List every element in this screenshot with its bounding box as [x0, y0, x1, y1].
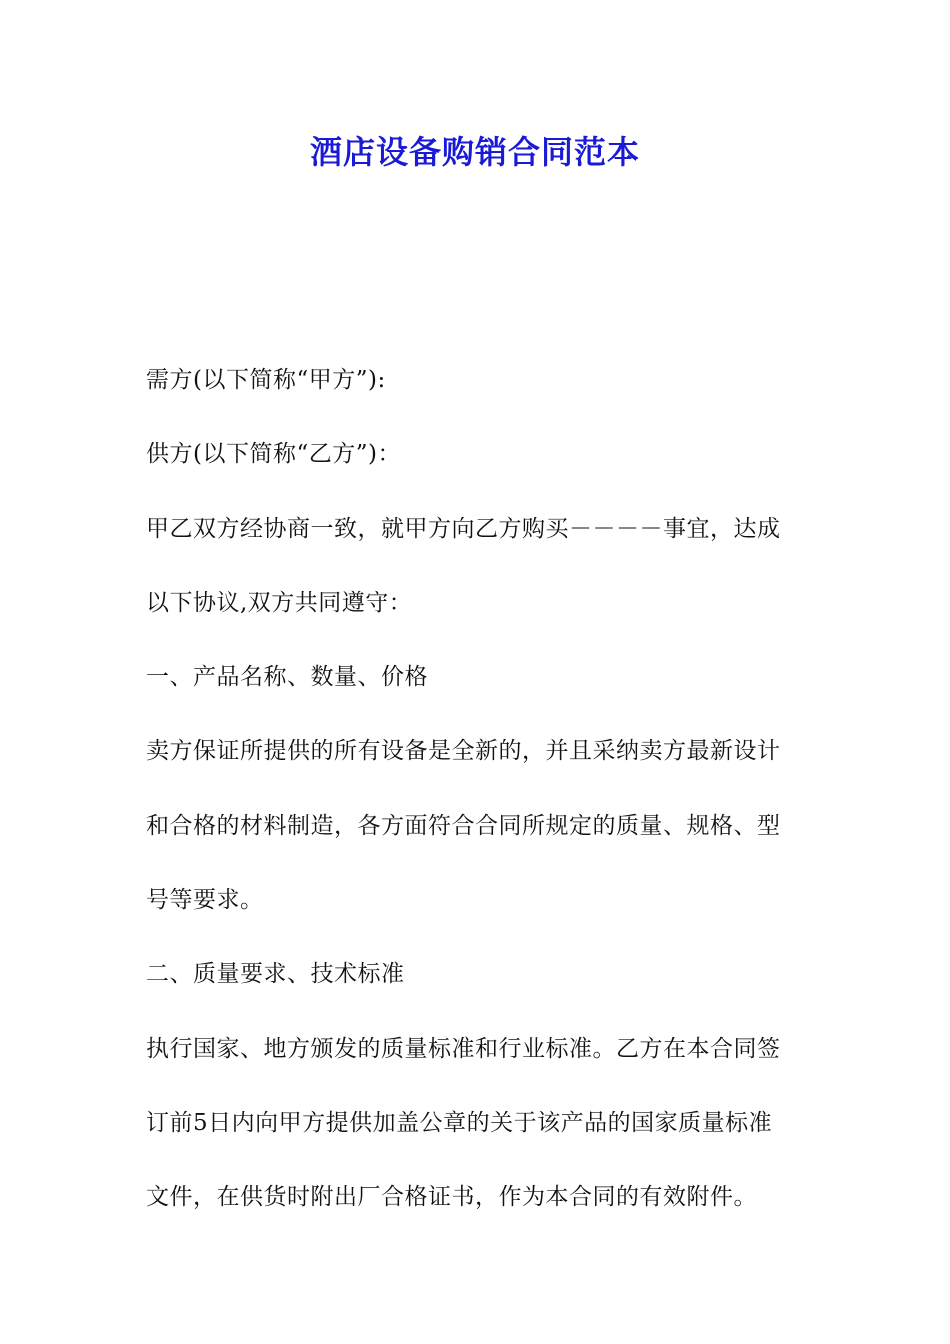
party-b-line: 供方(以下简称“乙方”)：	[146, 441, 401, 468]
body-line: 执行国家、地方颁发的质量标准和行业标准。乙方在本合同签	[146, 1035, 781, 1062]
document-title: 酒店设备购销合同范本	[309, 133, 640, 171]
party-a-line: 需方(以下简称“甲方”):	[146, 367, 386, 393]
body-line: 订前5日内向甲方提供加盖公章的关于该产品的国家质量标准	[146, 1109, 773, 1136]
section-heading-2: 二、质量要求、技术标准	[146, 961, 405, 988]
body-line: 甲乙双方经协商一致，就甲方向乙方购买－－－－事宜，达成	[146, 515, 781, 542]
body-line: 以下协议,双方共同遵守：	[146, 589, 413, 616]
body-line: 和合格的材料制造，各方面符合合同所规定的质量、规格、型	[146, 812, 781, 839]
section-heading-1: 一、产品名称、数量、价格	[146, 664, 428, 691]
body-line: 文件，在供货时附出厂合格证书，作为本合同的有效附件。	[146, 1184, 757, 1211]
body-line: 卖方保证所提供的所有设备是全新的，并且采纳卖方最新设计	[146, 738, 781, 765]
body-line: 号等要求。	[146, 887, 264, 914]
document-body	[146, 343, 808, 1235]
